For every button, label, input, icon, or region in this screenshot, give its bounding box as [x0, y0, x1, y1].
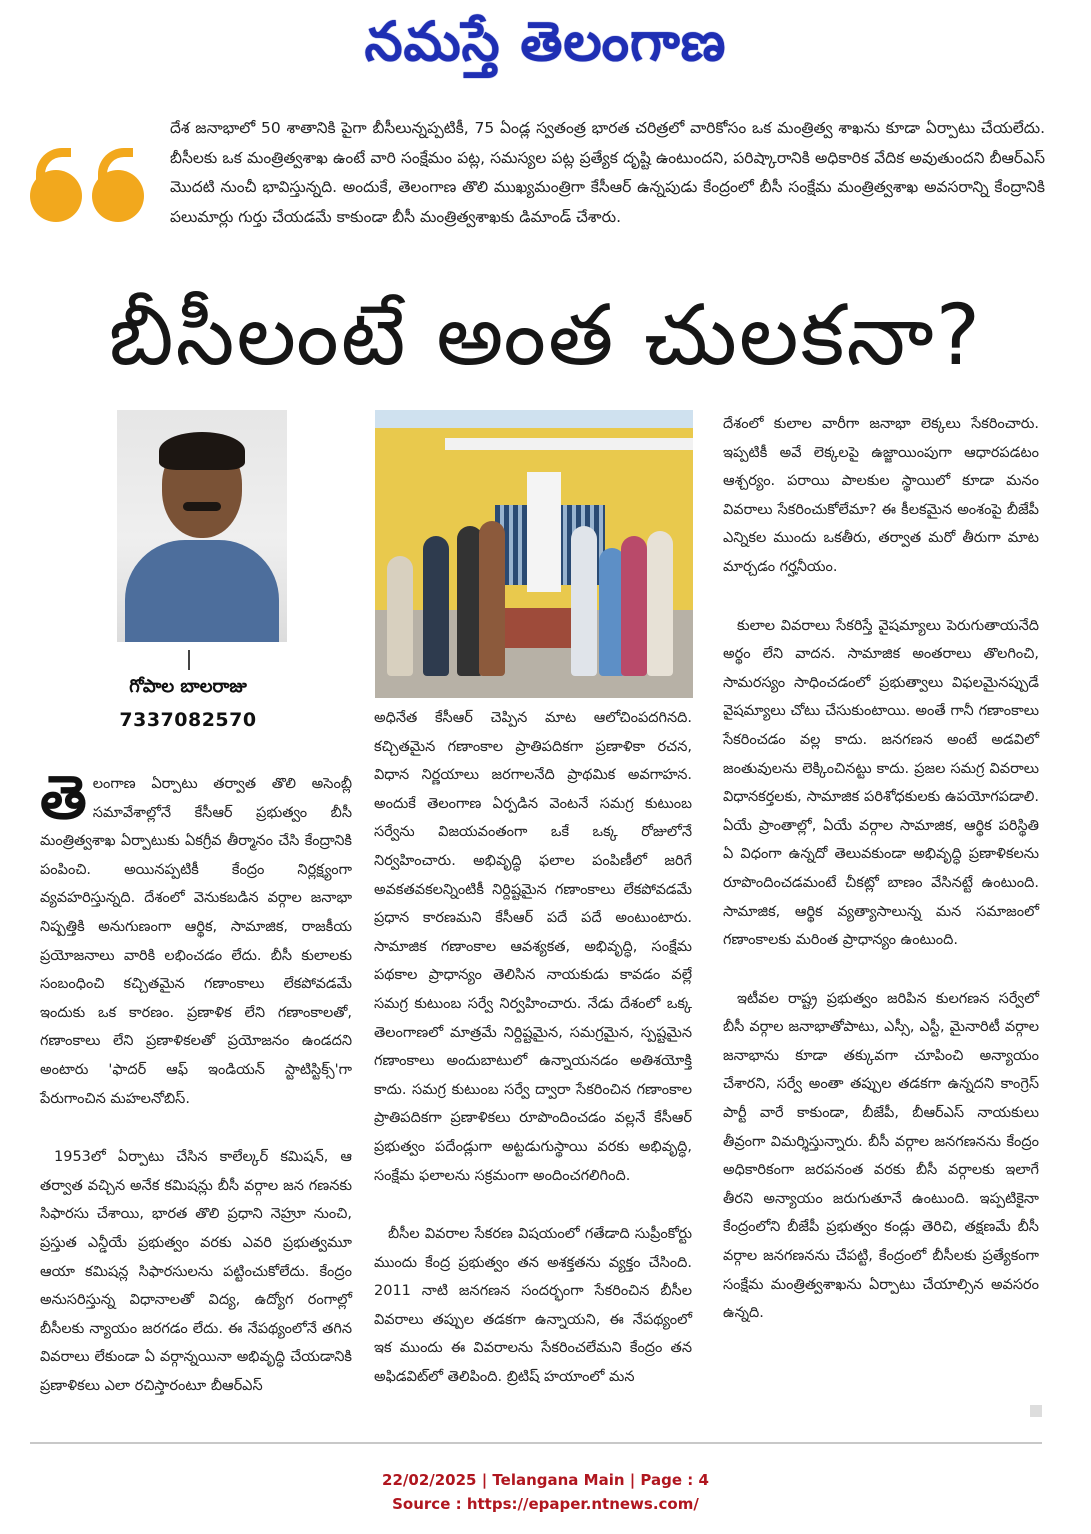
- end-mark: [1030, 1405, 1042, 1417]
- author-photo: [117, 410, 287, 642]
- author-name: గోపాల బాలరాజు: [129, 676, 247, 697]
- divider: [188, 650, 190, 670]
- footer-divider: [30, 1442, 1042, 1444]
- drop-cap: తె: [40, 763, 87, 833]
- article-headline: బీసీలంటే అంత చులకనా?: [108, 286, 983, 384]
- article-column-1: [40, 763, 352, 1400]
- article-column-2: [374, 704, 692, 1392]
- paragraph: అధినేత కేసీఆర్ చెప్పిన మాట ఆలోచింపదగినది. కచ్చితమైన గణాంకాల ప్రాతిపదికగా ప్రణాళికా రచన, విధాన నిర్ణయాలు జరగాలనేది ప్రాథమిక అవగాహన. అందుకే తెలంగాణ ఏర్పడిన వెంటనే సమగ్ర కుటుంబ సర్వేను విజయవంతంగా ఒకే ఒక్క రోజులోనే నిర్వహించారు. అభివృద్ధి ఫలాల పంపిణీలో జరిగే అవకతవకలన్నింటికీ నిర్దిష్టమైన గణాంకాలు లేకపోవడమే ప్రధాన కారణమని కేసీఆర్ పదే పదే అంటుంటారు. సామాజిక గణాంకాల ఆవశ్యకత, అభివృద్ధి, సంక్షేమ పథకాల ప్రాధాన్యం తెలిసిన నాయకుడు కావడం వల్లే సమగ్ర కుటుంబ సర్వే నిర్వహించారు. నేడు దేశంలో ఒక్క తెలంగాణలో మాత్రమే నిర్దిష్టమైన, సమగ్రమైన, స్పష్టమైన గణాంకాలు అందుబాటులో ఉన్నాయనడం అతిశయోక్తి కాదు. సమగ్ర కుటుంబ సర్వే ద్వారా సేకరించిన గణాంకాల ప్రాతిపదికగా ప్రణాళికలు రూపొందించడం వల్లనే కేసీఆర్ ప్రభుత్వం పదేండ్లుగా అట్టడుగుస్థాయి వరకు అభివృద్ధి, సంక్షేమ ఫలాలను సక్రమంగా అందించగలిగింది.: [374, 710, 692, 1184]
- paragraph: 1953లో ఏర్పాటు చేసిన కాలేల్కర్ కమిషన్, ఆ తర్వాత వచ్చిన అనేక కమిషన్లు బీసీ వర్గాల జన గణనకు సిఫారసు చేశాయి, భారత తొలి ప్రధాని నెహ్రూ నుంచి, ప్రస్తుత ఎన్డీయే ప్రభుత్వం వరకు ఎవరి ప్రభుత్వమూ ఆయా కమిషన్ల సిఫారసులను పట్టించుకోలేదు. కేంద్రం అనుసరిస్తున్న విధానాలతో విద్య, ఉద్యోగ రంగాల్లో బీసీలకు న్యాయం జరగడం లేదు. ఈ నేపథ్యంలోనే తగిన వివరాలు లేకుండా ఏ వర్గాన్నయినా అభివృద్ధి చేయడానికి ప్రణాళికలు ఎలా రచిస్తారంటూ బీఆర్ఎస్: [40, 1149, 352, 1394]
- masthead-title: నమస్తే తెలంగాణ: [364, 10, 727, 73]
- quote-mark-icon: [30, 148, 150, 228]
- article-column-3: [723, 410, 1039, 1328]
- paragraph: లంగాణ ఏర్పాటు తర్వాత తొలి అసెంబ్లీ సమావేశాల్లోనే కేసీఆర్ ప్రభుత్వం బీసీ మంత్రిత్వశాఖ ఏర్పాటుకు ఏకగ్రీవ తీర్మానం చేసి కేంద్రానికి పంపించి. అయినప్పటికీ కేంద్రం నిర్లక్ష్యంగా వ్యవహరిస్తున్నది. దేశంలో వెనుకబడిన వర్గాల జనాభా నిష్పత్తికి అనుగుణంగా ఆర్థిక, సామాజిక, రాజకీయ ప్రయోజనాలు వారికి లభించడం లేదు. బీసీ కులాలకు సంబంధించి కచ్చితమైన గణాంకాలు లేకపోవడమే ఇందుకు ఒక కారణం. ప్రణాళిక లేని గణాంకాలతో, గణాంకాలు లేని ప్రణాళికలతో ప్రయోజనం ఉండదని అంటారు 'ఫాదర్ ఆఫ్ ఇండియన్ స్టాటిస్టిక్స్'గా పేరుగాంచిన మహలనోబిస్.: [40, 776, 352, 1107]
- author-phone: 7337082570: [119, 709, 257, 731]
- paragraph: దేశంలో కులాల వారీగా జనాభా లెక్కలు సేకరించారు. ఇప్పటికీ అవే లెక్కలపై ఉజ్జాయింపుగా ఆధారపడటం ఆశ్చర్యం. పరాయి పాలకుల స్థాయిలో కూడా మనం వివరాలు సేకరించుకోలేమా? ఈ కీలకమైన అంశంపై బీజేపీ ఎన్నికల ముందు ఒకతీరు, తర్వాత మరో తీరుగా మాట మార్చడం గర్హనీయం.: [723, 416, 1039, 575]
- footer-date-page: 22/02/2025 | Telangana Main | Page : 4: [382, 1471, 709, 1489]
- footer-source: Source : https://epaper.ntnews.com/: [392, 1495, 699, 1513]
- news-photo: [375, 410, 693, 698]
- intro-paragraph: దేశ జనాభాలో 50 శాతానికి పైగా బీసీలున్నప్పటికీ, 75 ఏండ్ల స్వతంత్ర భారత చరిత్రలో వారికోసం ఒక మంత్రిత్వ శాఖను కూడా ఏర్పాటు చేయలేదు. బీసీలకు ఒక మంత్రిత్వశాఖ ఉంటే వారి సంక్షేమం పట్ల, సమస్యల పట్ల ప్రత్యేక దృష్టి ఉంటుందని, పరిష్కారానికి అధికారిక వేదిక అవుతుందని బీఆర్ఎస్ మొదటి నుంచీ భావిస్తున్నది. అందుకే, తెలంగాణ తొలి ముఖ్యమంత్రిగా కేసీఆర్ ఉన్నపుడు కేంద్రంలో బీసీ సంక్షేమ మంత్రిత్వశాఖ అవసరాన్ని కేంద్రానికి పలుమార్లు గుర్తు చేయడమే కాకుండా బీసీ మంత్రిత్వశాఖకు డిమాండ్ చేశారు.: [170, 119, 1045, 226]
- paragraph: ఇటీవల రాష్ట్ర ప్రభుత్వం జరిపిన కులగణన సర్వేలో బీసీ వర్గాల జనాభాతోపాటు, ఎస్సీ, ఎస్టీ, మైనారిటీ వర్గాల జనాభాను కూడా తక్కువగా చూపించి అన్యాయం చేశారని, సర్వే అంతా తప్పుల తడకగా ఉన్నదని కాంగ్రెస్ పార్టీ వారే కాకుండా, బీజేపీ, బీఆర్ఎస్ నాయకులు తీవ్రంగా విమర్శిస్తున్నారు. బీసీ వర్గాల జనగణనను కేంద్రం అధికారికంగా జరపనంత వరకు బీసీ వర్గాలకు ఇలాగే తీరని అన్యాయం జరుగుతూనే ఉంటుంది. ఇప్పటికైనా కేంద్రంలోని బీజేపీ ప్రభుత్వం కండ్లు తెరిచి, తక్షణమే బీసీ వర్గాల జనగణనను చేపట్టి, కేంద్రంలో బీసీలకు ప్రత్యేకంగా సంక్షేమ మంత్రిత్వశాఖను ఏర్పాటు చేయాల్సిన అవసరం ఉన్నది.: [723, 990, 1039, 1322]
- paragraph: కులాల వివరాలు సేకరిస్తే వైషమ్యాలు పెరుగుతాయనేది అర్థం లేని వాదన. సామాజిక అంతరాలు తొలగించి, సామరస్యం సాధించడంలో ప్రభుత్వాలు విఫలమైనప్పుడే వైషమ్యాలు చోటు చేసుకుంటాయి. అంతే గానీ గణాంకాలు సేకరించడం వల్ల కాదు. జనగణన అంటే అడవిలో జంతువులను లెక్కించినట్టు కాదు. ప్రజల సమగ్ర వివరాలు విధానకర్తలకు, సామాజిక పరిశోధకులకు ఉపయోగపడాలి. ఏయే ప్రాంతాల్లో, ఏయే వర్గాల సామాజిక, ఆర్థిక పరిస్థితి ఏ విధంగా ఉన్నదో తెలువకుండా అభివృద్ధి ప్రణాళికలను రూపొందించడమంటే చీకట్లో బాణం వేసినట్టే ఉంటుంది. సామాజిక, ఆర్థిక వ్యత్యాసాలున్న మన సమాజంలో గణాంకాలకు మరింత ప్రాధాన్యం ఉంటుంది.: [723, 617, 1039, 949]
- paragraph: బీసీల వివరాల సేకరణ విషయంలో గతేడాది సుప్రీంకోర్టు ముందు కేంద్ర ప్రభుత్వం తన అశక్తతను వ్యక్తం చేసింది. 2011 నాటి జనగణన సందర్భంగా సేకరించిన బీసీల వివరాలు తప్పుల తడకగా ఉన్నాయని, ఈ నేపథ్యంలో ఇక ముందు ఈ వివరాలను సేకరించలేమని కేంద్రం తన అఫిడవిట్‌లో తెలిపింది. బ్రిటిష్ హయాంలో మన: [374, 1226, 692, 1386]
